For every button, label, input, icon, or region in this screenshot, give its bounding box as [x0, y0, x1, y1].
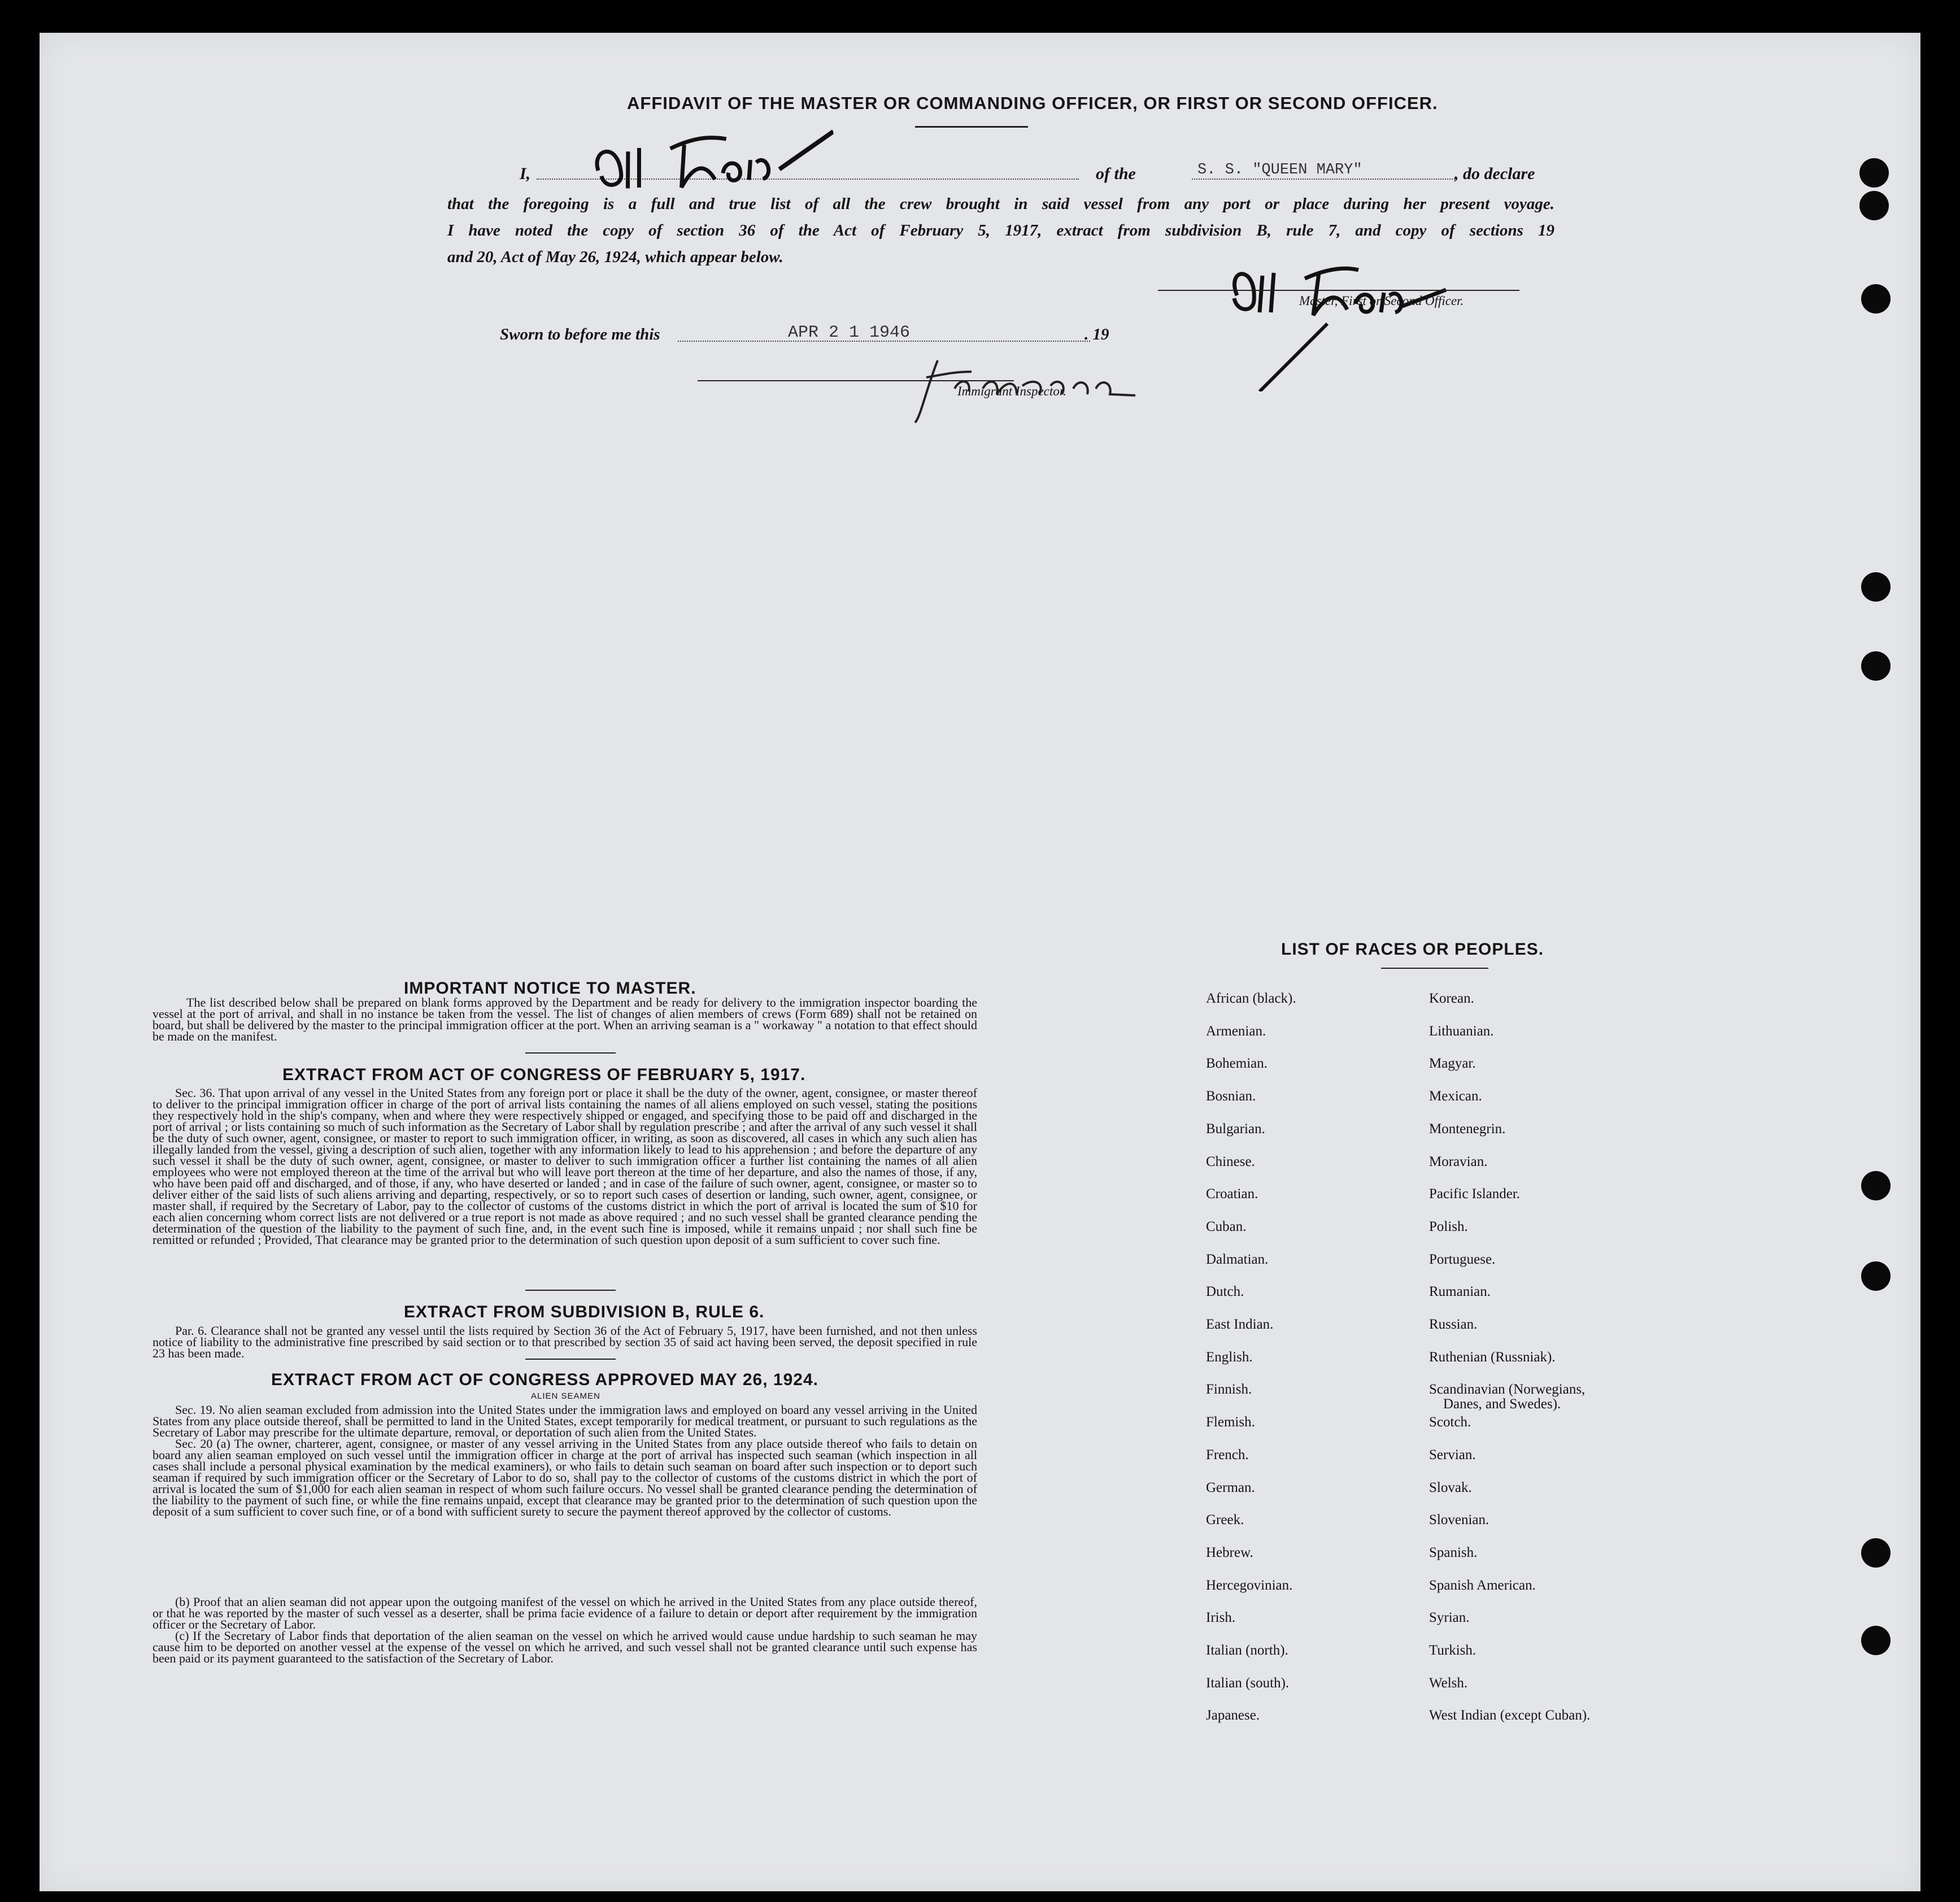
- race-item: Spanish American.: [1429, 1577, 1536, 1593]
- races-title: LIST OF RACES OR PEOPLES.: [1281, 940, 1544, 959]
- race-item: Italian (south).: [1206, 1675, 1290, 1691]
- race-item: East Indian.: [1206, 1317, 1274, 1332]
- race-item: Welsh.: [1429, 1675, 1468, 1691]
- extract-1917-divider: [525, 1290, 616, 1291]
- declaration-line-1: that the foregoing is a full and true list of all the crew brought in said vessel from any port or place during her present voyage.: [447, 195, 1554, 213]
- races-underline: [1381, 968, 1488, 969]
- binder-hole: [1861, 572, 1891, 602]
- race-item: Bosnian.: [1206, 1089, 1256, 1104]
- extract-1924-sec20a: Sec. 20 (a) The owner, charterer, agent, consignee, or master of any vessel arriving in the United States from any place outside thereof who fails to detain on board any alien seaman employed on such vessel until the immigration officer in charge at the port of arrival has inspected such seaman (which inspection in all cases shall include a personal physical examination by the medical examiners), or who fails to detain such seaman on board after such inspection or to deport such seaman if required by such immigration officer or the Secretary of Labor to do so, shall pay to the collector of customs of the customs district in which the port of arrival is located the sum of $1,000 for each alien seaman in respect of whom such failure occurs. No vessel shall be granted clearance pending the determination of the liability to the payment of such fine, or while the fine remains unpaid, except that clearance may be granted prior to the determination of such question upon the deposit of a sum sufficient to cover such fine, or of a bond with sufficient surety to secure the payment thereof approved by the collector of customs.: [153, 1437, 977, 1518]
- subdivision-b-divider: [525, 1359, 616, 1360]
- of-the-label: of the: [1096, 164, 1136, 183]
- race-item: Chinese.: [1206, 1154, 1255, 1169]
- race-item: Italian (north).: [1206, 1643, 1288, 1658]
- race-item: Ruthenian (Russniak).: [1429, 1349, 1556, 1365]
- binder-hole: [1861, 651, 1891, 681]
- race-item: Magyar.: [1429, 1056, 1476, 1072]
- race-item: Montenegrin.: [1429, 1121, 1506, 1137]
- race-item: Polish.: [1429, 1218, 1468, 1234]
- document-page: [40, 33, 1920, 1891]
- binder-hole: [1861, 1261, 1891, 1291]
- master-sign-caption: Master, First or Second Officer.: [1299, 294, 1464, 308]
- race-item: Cuban.: [1206, 1218, 1247, 1234]
- affidavit-title: AFFIDAVIT OF THE MASTER OR COMMANDING OFFICER, OR FIRST OR SECOND OFFICER.: [627, 93, 1438, 113]
- notice-text: The list described below shall be prepared on blank forms approved by the Department and be ready for delivery to the immigration inspector boarding the vessel at the port of arrival, and shall in no instance be taken from the vessel. The list of changes of alien members of crews (Form 689) shall not be retained on board, but shall be delivered by the master to the principal immigration officer at the port. When an arriving seaman is a " workaway " a notation to that effect should be made on the manifest.: [153, 995, 977, 1043]
- race-item: Lithuanian.: [1429, 1023, 1494, 1039]
- race-item: Servian.: [1429, 1447, 1476, 1463]
- race-item: Dutch.: [1206, 1284, 1244, 1300]
- year-prefix: . 19: [1084, 325, 1109, 343]
- race-item: Armenian.: [1206, 1023, 1266, 1039]
- race-item: Croatian.: [1206, 1186, 1258, 1202]
- master-signature-2: [1214, 256, 1497, 394]
- race-item: Hebrew.: [1206, 1544, 1253, 1560]
- race-item: African (black).: [1206, 991, 1296, 1006]
- extract-1924-sec19: Sec. 19. No alien seaman excluded from admission into the United States under the immigration laws and employed on board any vessel arriving in the United States from any place outside thereof, shall be permitted to land in the United States, except temporarily for medical treatment, or pursuant to such regulations as the Secretary of Labor may prescribe for the ultimate departure, removal, or deportation of such alien from the United States.: [153, 1403, 977, 1439]
- declaration-line-3: and 20, Act of May 26, 1924, which appear below.: [447, 248, 783, 266]
- race-item: Hercegovinian.: [1206, 1577, 1293, 1593]
- do-declare-label: , do declare: [1454, 164, 1535, 183]
- notice-title: IMPORTANT NOTICE TO MASTER.: [404, 979, 696, 998]
- race-item: Slovenian.: [1429, 1512, 1489, 1528]
- inspector-caption: Immigrant Inspector.: [957, 384, 1066, 398]
- declaration-i: I,: [520, 164, 531, 183]
- binder-hole: [1861, 1626, 1891, 1655]
- binder-hole: [1861, 1171, 1891, 1200]
- race-item: Flemish.: [1206, 1414, 1255, 1430]
- binder-hole: [1859, 191, 1889, 220]
- race-item: Bulgarian.: [1206, 1121, 1265, 1137]
- race-item: Portuguese.: [1429, 1251, 1496, 1267]
- race-item: German.: [1206, 1479, 1255, 1495]
- race-item: Scotch.: [1429, 1414, 1471, 1430]
- race-item: Greek.: [1206, 1512, 1244, 1528]
- race-item: English.: [1206, 1349, 1253, 1365]
- vessel-name: S. S. "QUEEN MARY": [1197, 162, 1362, 179]
- binder-hole: [1861, 1538, 1891, 1568]
- subdivision-b-text: Par. 6. Clearance shall not be granted any vessel until the lists required by Section 36 of the Act of February 5, 1917, have been furnished, and not then unless notice of liability to the administrative fine prescribed by said section or to that prescribed by section 35 of said act having been served, the deposit specified in rule 23 has been made.: [153, 1324, 977, 1360]
- race-item: Dalmatian.: [1206, 1251, 1269, 1267]
- race-item: Syrian.: [1429, 1610, 1470, 1626]
- race-item: Finnish.: [1206, 1382, 1252, 1398]
- vessel-line: [1192, 179, 1457, 180]
- race-item: Slovak.: [1429, 1479, 1472, 1495]
- race-item: West Indian (except Cuban).: [1429, 1708, 1591, 1723]
- extract-1917-title: EXTRACT FROM ACT OF CONGRESS OF FEBRUARY 5, 1917.: [282, 1065, 806, 1084]
- race-item: Spanish.: [1429, 1544, 1478, 1560]
- race-item: Pacific Islander.: [1429, 1186, 1521, 1202]
- binder-hole: [1859, 158, 1889, 188]
- declaration-line-2: I have noted the copy of section 36 of the Act of February 5, 1917, extract from subdivision B, rule 7, and copy of sections 19: [447, 221, 1554, 240]
- race-item: French.: [1206, 1447, 1249, 1463]
- race-item: Japanese.: [1206, 1708, 1260, 1723]
- extract-1924-sec20b: (b) Proof that an alien seaman did not appear upon the outgoing manifest of the vessel on which he arrived in the United States from any place outside thereof, or that he was reported by the master of such vessel as a deserter, shall be prima facie evidence of a failure to detain or deport after requirement by the immigration officer or the Secretary of Labor.: [153, 1595, 977, 1631]
- alien-seamen-heading: ALIEN SEAMEN: [531, 1391, 600, 1401]
- sworn-label: Sworn to before me this: [500, 325, 660, 343]
- extract-1917-text: Sec. 36. That upon arrival of any vessel in the United States from any foreign port or place it shall be the duty of the owner, agent, consignee, or master thereof to deliver to the principal immigration officer in charge of the port of arrival lists containing the names of all aliens employed on such vessel, stating the positions they respectively hold in the ship's company, when and where they were respectively shipped or engaged, and specifying those to be paid off and discharged in the port of arrival ; or lists containing so much of such information as the Secretary of Labor shall by regulation prescribe ; and after the arrival of any such vessel it shall be the duty of such owner, agent, consignee, or master to report to such immigration officer, in writing, as soon as discovered, all cases in which any such alien has illegally landed from the vessel, giving a description of such alien, together with any information likely to lead to his apprehension ; and before the departure of any such vessel it shall be the duty of such owner, agent, consignee, or master to deliver to such immigration officer a further list containing the names of all alien employees who were not employed thereon at the time of the arrival but who will leave port thereon at the time of her departure, and also the names of those, if any, who have been paid off and discharged, and of those, if any, who have deserted or landed ; and in case of the failure of such owner, agent, consignee, or master so to deliver either of the said lists of such aliens arriving and departing, respectively, or so to report such cases of desertion or landing, such owner, agent, consignee, or master shall, if required by the Secretary of Labor, pay to the collector of customs of the customs district in which the port of arrival is located the sum of $10 for each alien concerning whom correct lists are not delivered or a true report is not made as above required ; and no such vessel shall be granted clearance pending the determination of the question of the liability to the payment of such fine, and, in the event such fine is imposed, while it remains unpaid ; nor shall such fine be remitted or refunded ; Provided, That clearance may be granted prior to the determination of such question upon deposit of a sum sufficient to cover such fine.: [153, 1086, 977, 1247]
- master-sign-line: [1158, 290, 1519, 291]
- race-item: Korean.: [1429, 991, 1474, 1006]
- subdivision-b-title: EXTRACT FROM SUBDIVISION B, RULE 6.: [404, 1303, 765, 1321]
- race-item: Turkish.: [1429, 1643, 1476, 1658]
- race-item: Irish.: [1206, 1610, 1236, 1626]
- race-item: Mexican.: [1429, 1089, 1482, 1104]
- extract-1924-title: EXTRACT FROM ACT OF CONGRESS APPROVED MAY 26, 1924.: [271, 1370, 818, 1389]
- race-item: Russian.: [1429, 1317, 1478, 1332]
- race-item: Scandinavian (Norwegians, Danes, and Swedes).: [1429, 1382, 1586, 1412]
- notice-divider: [525, 1052, 616, 1054]
- extract-1924-sec20c: (c) If the Secretary of Labor finds that deportation of the alien seaman on the vessel on which he arrived would cause undue hardship to such seaman he may cause him to be deported on another vessel at the expense of the vessel on which he arrived, and such vessel shall not be granted clearance until such expense has been paid or its payment guaranteed to the satisfaction of the Secretary of Labor.: [153, 1629, 977, 1665]
- title-underline: [915, 126, 1028, 128]
- binder-hole: [1861, 284, 1891, 314]
- race-item: Rumanian.: [1429, 1284, 1491, 1300]
- sworn-date-stamp: APR 2 1 1946: [788, 323, 911, 342]
- race-item: Bohemian.: [1206, 1056, 1268, 1072]
- race-item: Moravian.: [1429, 1154, 1488, 1169]
